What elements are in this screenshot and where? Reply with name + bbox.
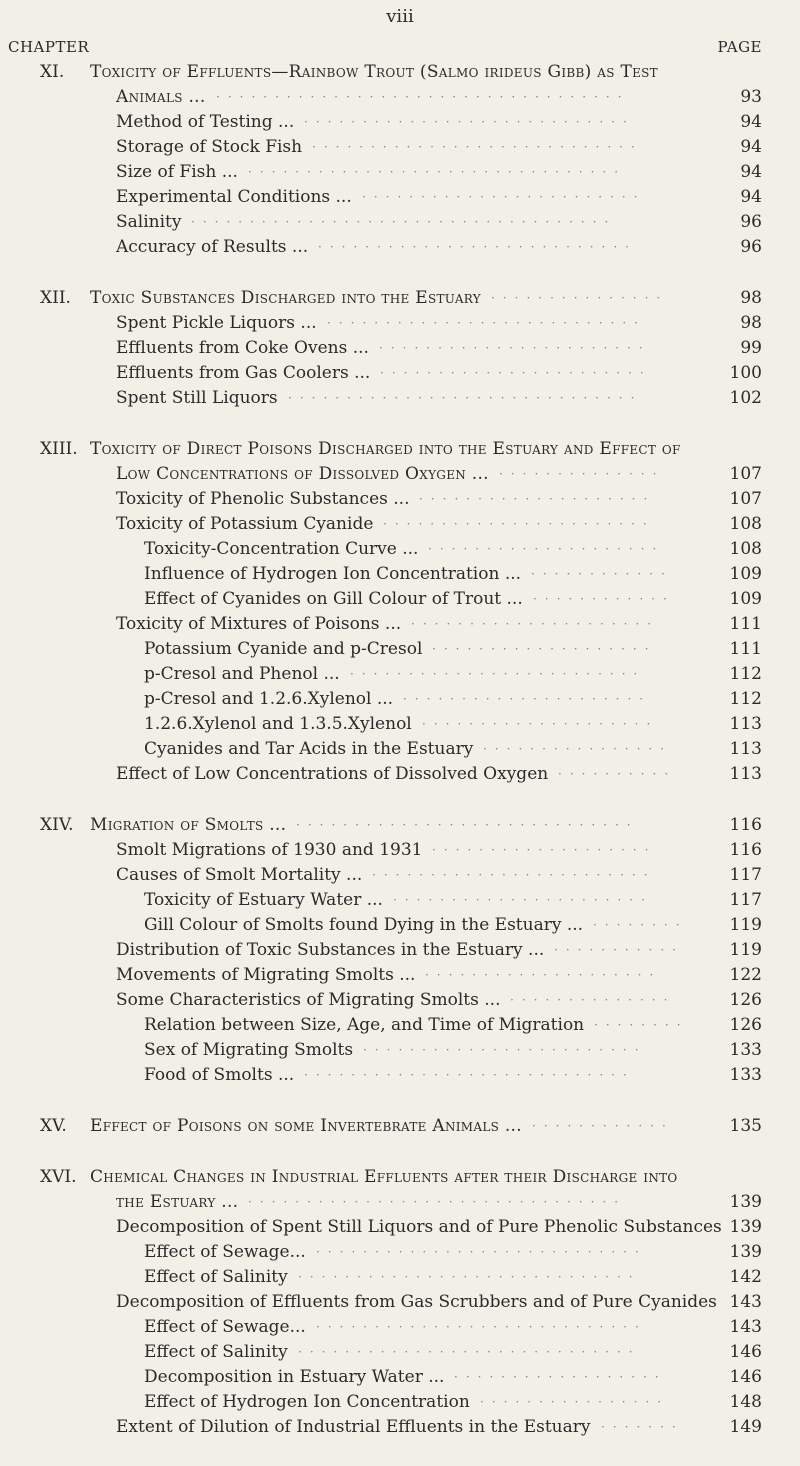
toc-entry-page-number: 96 (740, 212, 762, 232)
toc-entry-page-number: 146 (729, 1342, 762, 1362)
toc-entry (0, 210, 800, 235)
toc-entry-label: p-Cresol and Phenol ... (144, 664, 340, 684)
leader-dots: ············ (533, 592, 675, 606)
toc-entry (0, 587, 800, 612)
leader-dots: ···························· (312, 140, 643, 154)
leader-dots: ······················· (383, 517, 655, 531)
toc-entry-page-number: 94 (740, 162, 762, 182)
leader-dots: ································ (248, 165, 627, 179)
toc-entry (0, 913, 800, 938)
chapter-title: Animals ... (116, 87, 206, 107)
toc-entry (0, 988, 800, 1013)
toc-entry (0, 311, 800, 336)
leader-dots: ··························· (318, 240, 637, 254)
chapter-number: XVI. (40, 1167, 77, 1187)
chapter-title-line (0, 1165, 800, 1190)
toc-entry-page-number: 111 (729, 614, 762, 634)
toc-entry-label: Effect of Hydrogen Ion Concentration (144, 1392, 470, 1412)
chapter-title: the Estuary ... (116, 1192, 239, 1212)
toc-entry-label: Spent Pickle Liquors ... (116, 313, 317, 333)
toc-entry-label: Effluents from Gas Coolers ... (116, 363, 371, 383)
toc-entry (0, 1215, 800, 1240)
toc-entry (0, 1340, 800, 1365)
toc-entry (0, 386, 800, 411)
toc-entry (0, 537, 800, 562)
leader-dots: ···················· (422, 717, 659, 731)
toc-entry (0, 1390, 800, 1415)
chapter-number: XII. (40, 288, 71, 308)
toc-entry (0, 1013, 800, 1038)
leader-dots: ···························· (304, 115, 635, 129)
chapter-page-number: 116 (729, 815, 762, 835)
chapter-page-number: 93 (740, 87, 762, 107)
leader-dots: ···························· (304, 1068, 635, 1082)
toc-entry-label: Experimental Conditions ... (116, 187, 352, 207)
toc-entry-label: Effluents from Coke Ovens ... (116, 338, 369, 358)
toc-entry (0, 762, 800, 787)
toc-entry-label: Effect of Low Concentrations of Dissolved Oxygen (116, 764, 549, 784)
toc-entry-label: Cyanides and Tar Acids in the Estuary (144, 739, 474, 759)
toc-entry-label: Salinity (116, 212, 182, 232)
toc-entry-label: Effect of Sewage... (144, 1242, 306, 1262)
chapter-title-line (0, 60, 800, 85)
leader-dots: ··························· (327, 316, 646, 330)
toc-entry-page-number: 117 (729, 890, 762, 910)
chapter-title-line (0, 1114, 800, 1139)
leader-dots: ··········· (554, 943, 684, 957)
leader-dots: ······· (601, 1420, 684, 1434)
toc-chapter (0, 1165, 800, 1440)
leader-dots: ··································· (216, 90, 630, 104)
chapter-title-line (0, 85, 800, 110)
toc-entry-label: Size of Fish ... (116, 162, 238, 182)
toc-entry-label: Toxicity of Phenolic Substances ... (116, 489, 410, 509)
leader-dots: ···················· (428, 542, 665, 556)
chapter-page-number: 107 (729, 464, 762, 484)
chapter-title: Migration of Smolts ... (90, 815, 287, 835)
leader-dots: ·············· (499, 467, 665, 481)
toc-entry-page-number: 146 (729, 1367, 762, 1387)
leader-dots: ···························· (316, 1245, 647, 1259)
toc-entry-page-number: 143 (729, 1292, 762, 1312)
toc-entry-page-number: 126 (729, 990, 762, 1010)
toc-chapter (0, 1114, 800, 1139)
toc-entry-page-number: 113 (729, 739, 762, 759)
leader-dots: ······························ (288, 391, 643, 405)
chapter-column-header: CHAPTER (8, 38, 90, 56)
toc-entry-page-number: 96 (740, 237, 762, 257)
toc-entry-page-number: 108 (729, 539, 762, 559)
toc-entry-label: Method of Testing ... (116, 112, 295, 132)
toc-entry-page-number: 119 (729, 940, 762, 960)
leader-dots: ·········· (558, 767, 677, 781)
leader-dots: ················ (480, 1395, 670, 1409)
toc-entry-page-number: 133 (729, 1040, 762, 1060)
toc-entry-page-number: 112 (729, 689, 762, 709)
table-of-contents (0, 60, 800, 1466)
toc-entry (0, 1290, 800, 1315)
toc-entry-page-number: 112 (729, 664, 762, 684)
toc-entry-label: Effect of Salinity (144, 1267, 288, 1287)
toc-entry-label: Decomposition in Estuary Water ... (144, 1367, 445, 1387)
toc-entry-page-number: 98 (740, 313, 762, 333)
toc-entry-page-number: 133 (729, 1065, 762, 1085)
toc-entry-page-number: 94 (740, 112, 762, 132)
toc-entry (0, 135, 800, 160)
toc-entry (0, 1063, 800, 1088)
toc-entry (0, 938, 800, 963)
toc-entry (0, 838, 800, 863)
toc-entry-label: Influence of Hydrogen Ion Concentration ... (144, 564, 522, 584)
leader-dots: ···································· (191, 215, 617, 229)
leader-dots: ····························· (298, 1345, 641, 1359)
leader-dots: ························ (362, 190, 646, 204)
toc-entry (0, 637, 800, 662)
toc-entry-label: Toxicity of Mixtures of Poisons ... (116, 614, 402, 634)
toc-entry-label: Effect of Cyanides on Gill Colour of Trout ... (144, 589, 523, 609)
toc-entry-label: Smolt Migrations of 1930 and 1931 (116, 840, 423, 860)
toc-entry (0, 185, 800, 210)
toc-entry-label: Food of Smolts ... (144, 1065, 295, 1085)
toc-entry-page-number: 148 (729, 1392, 762, 1412)
toc-entry (0, 963, 800, 988)
toc-entry-page-number: 149 (729, 1417, 762, 1437)
leader-dots: ···························· (316, 1320, 647, 1334)
toc-chapter (0, 813, 800, 1088)
page-column-header: PAGE (717, 38, 762, 56)
toc-entry-label: Accuracy of Results ... (116, 237, 309, 257)
chapter-number: XIV. (40, 815, 74, 835)
toc-entry-page-number: 116 (729, 840, 762, 860)
chapter-title-line (0, 813, 800, 838)
toc-entry-label: Effect of Salinity (144, 1342, 288, 1362)
toc-entry-page-number: 109 (729, 589, 762, 609)
toc-entry-page-number: 94 (740, 137, 762, 157)
toc-entry (0, 1365, 800, 1390)
chapter-title: Toxicity of Effluents—Rainbow Trout (Salmo irideus Gibb) as Test (90, 62, 658, 82)
leader-dots: ································ (248, 1195, 627, 1209)
leader-dots: ···················· (419, 492, 656, 506)
toc-entry-page-number: 99 (740, 338, 762, 358)
chapter-number: XV. (40, 1116, 67, 1136)
toc-entry (0, 1415, 800, 1440)
toc-entry-label: Gill Colour of Smolts found Dying in the Estuary ... (144, 915, 584, 935)
toc-entry (0, 712, 800, 737)
leader-dots: ··················· (432, 642, 657, 656)
toc-entry-page-number: 113 (729, 714, 762, 734)
toc-entry-label: Movements of Migrating Smolts ... (116, 965, 416, 985)
leader-dots: ········ (593, 918, 688, 932)
toc-entry-label: Extent of Dilution of Industrial Effluents in the Estuary (116, 1417, 591, 1437)
toc-entry (0, 888, 800, 913)
chapter-number: XIII. (40, 439, 78, 459)
toc-entry-label: Some Characteristics of Migrating Smolts ... (116, 990, 501, 1010)
toc-entry (0, 1240, 800, 1265)
leader-dots: ···················· (425, 968, 662, 982)
toc-entry (0, 110, 800, 135)
toc-entry (0, 361, 800, 386)
toc-entry-label: 1.2.6.Xylenol and 1.3.5.Xylenol (144, 714, 412, 734)
page-number: viii (386, 6, 414, 27)
chapter-title-line (0, 437, 800, 462)
chapter-number: XI. (40, 62, 65, 82)
toc-entry-page-number: 100 (729, 363, 762, 383)
toc-entry-page-number: 109 (729, 564, 762, 584)
toc-entry-page-number: 139 (729, 1242, 762, 1262)
leader-dots: ······················· (380, 366, 652, 380)
toc-entry-label: Potassium Cyanide and p-Cresol (144, 639, 423, 659)
toc-entry (0, 336, 800, 361)
toc-entry (0, 1265, 800, 1290)
toc-entry-label: Toxicity of Estuary Water ... (144, 890, 383, 910)
chapter-title: Chemical Changes in Industrial Effluents after their Discharge into (90, 1167, 678, 1187)
toc-entry (0, 662, 800, 687)
toc-entry-page-number: 119 (729, 915, 762, 935)
toc-entry-page-number: 122 (729, 965, 762, 985)
leader-dots: ············ (532, 1119, 674, 1133)
leader-dots: ······················· (379, 341, 651, 355)
chapter-title: Toxicity of Direct Poisons Discharged into the Estuary and Effect of (90, 439, 681, 459)
toc-entry-label: Sex of Migrating Smolts (144, 1040, 354, 1060)
chapter-page-number: 139 (729, 1192, 762, 1212)
chapter-title-line (0, 286, 800, 311)
leader-dots: ············ (531, 567, 673, 581)
leader-dots: ····························· (296, 818, 639, 832)
toc-entry-label: Storage of Stock Fish (116, 137, 303, 157)
toc-chapter (0, 437, 800, 787)
leader-dots: ··················· (432, 843, 657, 857)
toc-entry-page-number: 94 (740, 187, 762, 207)
toc-entry-page-number: 102 (729, 388, 762, 408)
toc-entry (0, 737, 800, 762)
leader-dots: ····················· (411, 617, 660, 631)
chapter-title-line (0, 1190, 800, 1215)
toc-entry-page-number: 139 (729, 1217, 762, 1237)
leader-dots: ························ (363, 1043, 647, 1057)
toc-entry-page-number: 113 (729, 764, 762, 784)
leader-dots: ··············· (491, 291, 669, 305)
toc-entry (0, 1038, 800, 1063)
toc-entry-label: Decomposition of Spent Still Liquors and of Pure Phenolic Substances (116, 1217, 722, 1237)
leader-dots: ········ (594, 1018, 689, 1032)
leader-dots: ····························· (298, 1270, 641, 1284)
toc-entry (0, 1315, 800, 1340)
toc-entry (0, 687, 800, 712)
chapter-title: Toxic Substances Discharged into the Estuary (90, 288, 481, 308)
toc-entry-label: Spent Still Liquors (116, 388, 278, 408)
toc-entry-page-number: 108 (729, 514, 762, 534)
chapter-title: Low Concentrations of Dissolved Oxygen ... (116, 464, 489, 484)
toc-entry (0, 612, 800, 637)
leader-dots: ······················ (393, 893, 653, 907)
toc-entry-label: Toxicity-Concentration Curve ... (144, 539, 419, 559)
toc-entry (0, 512, 800, 537)
toc-entry-page-number: 126 (729, 1015, 762, 1035)
toc-entry (0, 160, 800, 185)
chapter-title: Effect of Poisons on some Invertebrate Animals ... (90, 1116, 522, 1136)
toc-entry-label: Causes of Smolt Mortality ... (116, 865, 363, 885)
toc-entry (0, 562, 800, 587)
toc-entry-page-number: 143 (729, 1317, 762, 1337)
leader-dots: ·············· (510, 993, 676, 1007)
leader-dots: ····················· (403, 692, 652, 706)
chapter-page-number: 98 (740, 288, 762, 308)
toc-entry-label: Distribution of Toxic Substances in the Estuary ... (116, 940, 545, 960)
toc-entry (0, 235, 800, 260)
toc-entry-label: Relation between Size, Age, and Time of Migration (144, 1015, 585, 1035)
toc-entry-page-number: 107 (729, 489, 762, 509)
toc-chapter (0, 286, 800, 411)
leader-dots: ························· (350, 667, 646, 681)
leader-dots: ·················· (454, 1370, 667, 1384)
chapter-page-number: 135 (729, 1116, 762, 1136)
toc-entry (0, 863, 800, 888)
toc-entry-page-number: 111 (729, 639, 762, 659)
toc-chapter (0, 60, 800, 260)
chapter-title-line (0, 462, 800, 487)
toc-entry-page-number: 117 (729, 865, 762, 885)
toc-entry-label: p-Cresol and 1.2.6.Xylenol ... (144, 689, 394, 709)
leader-dots: ························ (372, 868, 656, 882)
toc-entry-page-number: 142 (729, 1267, 762, 1287)
toc-entry-label: Toxicity of Potassium Cyanide (116, 514, 374, 534)
leader-dots: ················ (483, 742, 673, 756)
toc-entry-label: Decomposition of Effluents from Gas Scrubbers and of Pure Cyanides (116, 1292, 717, 1312)
toc-entry-label: Effect of Sewage... (144, 1317, 306, 1337)
toc-entry (0, 487, 800, 512)
